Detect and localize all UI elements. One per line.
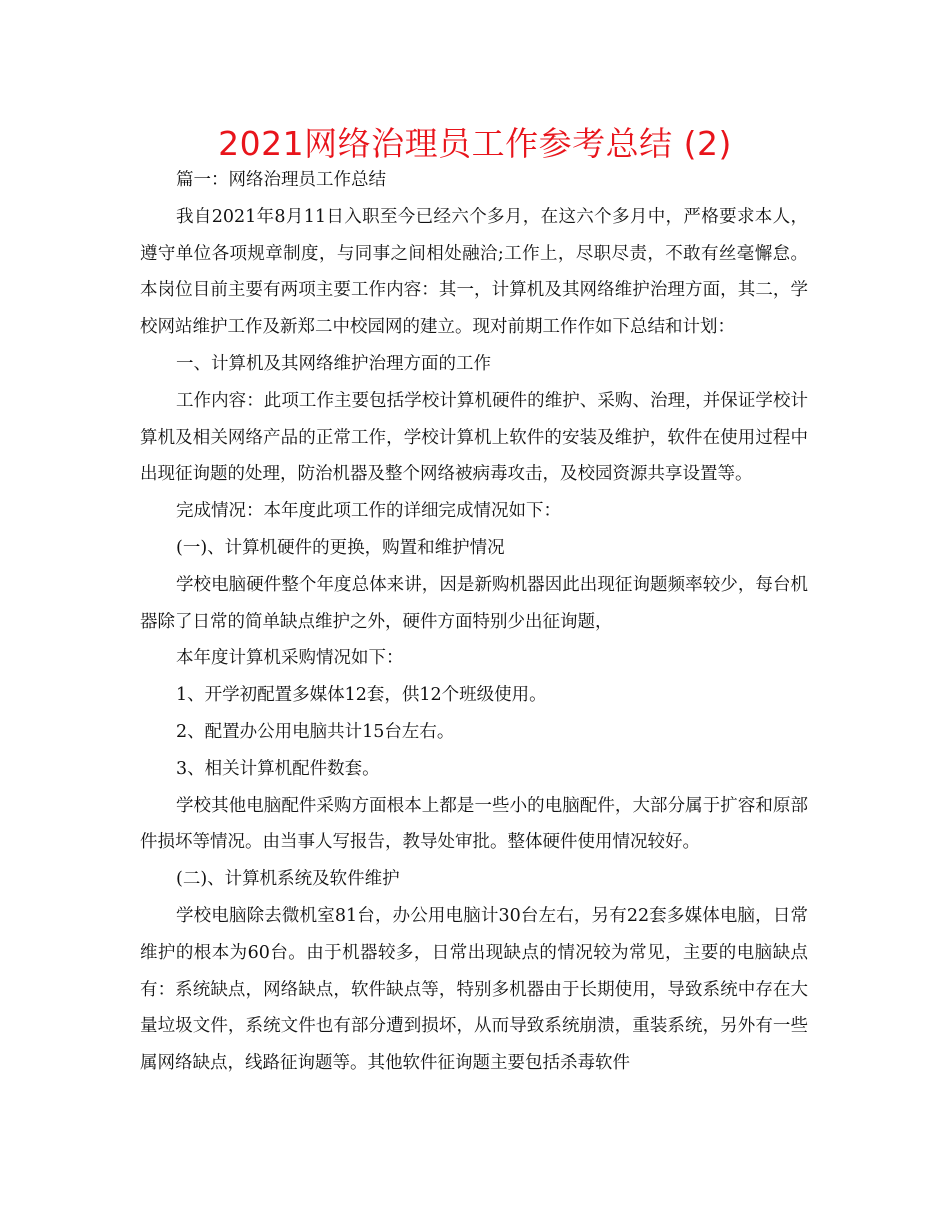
- list-item: 3、相关计算机配件数套。: [176, 758, 380, 779]
- paragraph: 完成情况：本年度此项工作的详细完成情况如下：: [176, 501, 561, 522]
- paragraph: 工作内容：此项工作主要包括学校计算机硬件的维护、采购、治理，并保证学校计算机及相关网络产品的正常工作，学校计算机上软件的安装及维护，软件在使用过程中出现征询题的处理，防治机器及整个网络被病毒攻击，及校园资源共享设置等。: [140, 390, 808, 485]
- paragraph: 我自2021年8月11日入职至今已经六个多月，在这六个多月中，严格要求本人，遵守单位各项规章制度，与同事之间相处融洽;工作上，尽职尽责，不敢有丝毫懈怠。本岗位目前主要有两项主要工作内容：其一，计算机及其网络维护治理方面，其二，学校网站维护工作及新郑二中校园网的建立。现对前期工作作如下总结和计划：: [140, 206, 808, 338]
- subsection-heading: (一)、计算机硬件的更换，购置和维护情况: [176, 537, 505, 558]
- list-item: 2、配置办公用电脑共计15台左右。: [176, 721, 455, 742]
- paragraph: 学校电脑除去微机室81台，办公用电脑计30台左右，另有22套多媒体电脑，日常维护的根本为60台。由于机器较多，日常出现缺点的情况较为常见，主要的电脑缺点有：系统缺点，网络缺点，软件缺点等，特别多机器由于长期使用，导致系统中存在大量垃圾文件，系统文件也有部分遭到损坏，从而导致系统崩溃，重装系统，另外有一些属网络缺点，线路征询题等。其他软件征询题主要包括杀毒软件: [140, 905, 808, 1074]
- section-heading: 一、计算机及其网络维护治理方面的工作: [176, 353, 491, 374]
- document-title: 2021网络治理员工作参考总结 (2): [218, 124, 732, 163]
- paragraph: 学校其他电脑配件采购方面根本上都是一些小的电脑配件，大部分属于扩容和原部件损坏等情况。由当事人写报告，教导处审批。整体硬件使用情况较好。: [140, 795, 808, 853]
- subsection-heading: (二)、计算机系统及软件维护: [176, 869, 400, 890]
- paragraph: 本年度计算机采购情况如下：: [176, 648, 404, 669]
- section-heading: 篇一：网络治理员工作总结: [176, 170, 386, 190]
- list-item: 1、开学初配置多媒体12套，供12个班级使用。: [176, 685, 547, 706]
- document-body: [140, 162, 808, 1082]
- paragraph: 学校电脑硬件整个年度总体来讲，因是新购机器因此出现征询题频率较少，每台机器除了日常的简单缺点维护之外，硬件方面特别少出征询题，: [140, 574, 808, 632]
